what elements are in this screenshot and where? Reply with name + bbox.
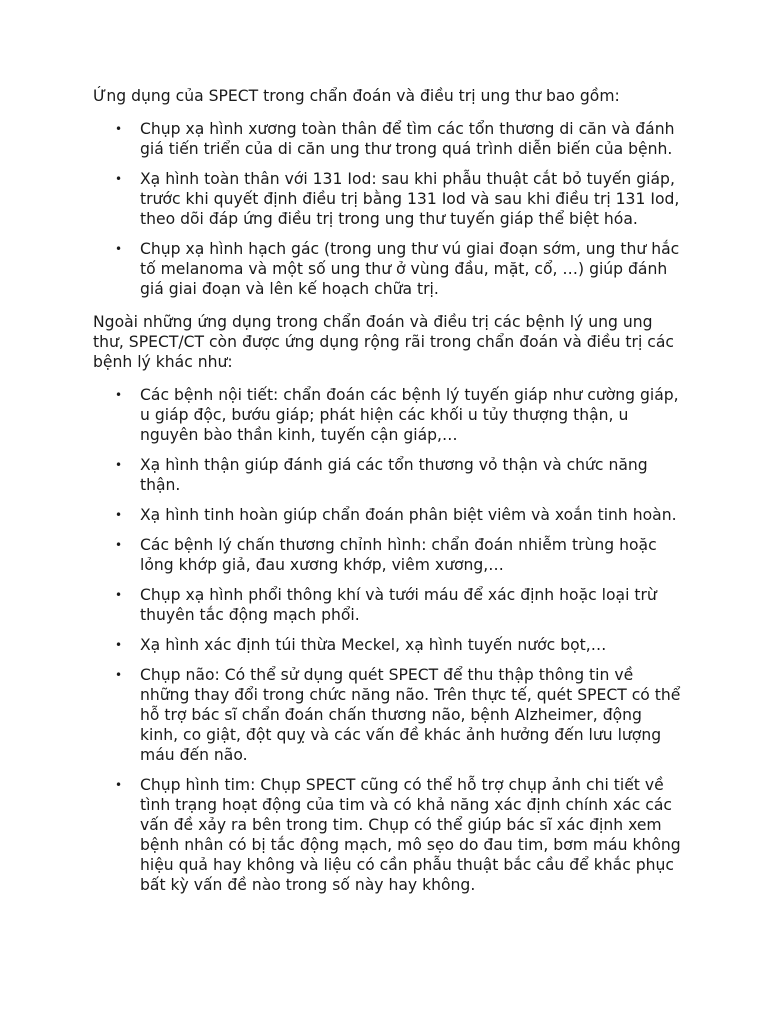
bullet-icon: • [115, 778, 123, 792]
list-item [93, 775, 683, 895]
document-page [93, 86, 683, 908]
list-item-text: Xạ hình thận giúp đánh giá các tổn thương vỏ thận và chức năng thận. [140, 456, 648, 494]
intro-paragraph-1: Ứng dụng của SPECT trong chẩn đoán và điều trị ung thư bao gồm: [93, 87, 620, 105]
bullet-icon: • [115, 242, 123, 256]
bullet-icon: • [115, 458, 123, 472]
bullet-icon: • [115, 172, 123, 186]
list-item [93, 385, 683, 445]
list-item [93, 169, 683, 229]
bullet-icon: • [115, 508, 123, 522]
bullet-list-other-applications [93, 385, 683, 895]
list-item [93, 635, 683, 655]
list-item-text: Xạ hình xác định túi thừa Meckel, xạ hình tuyến nước bọt,… [140, 636, 607, 654]
list-item [93, 455, 683, 495]
bullet-icon: • [115, 588, 123, 602]
list-item-text: Chụp hình tim: Chụp SPECT cũng có thể hỗ trợ chụp ảnh chi tiết về tình trạng hoạt động của tim và có khả năng xác định chính xác các vấn đề xảy ra bên trong tim. Chụp có thể giúp bác sĩ xác định xem bệnh nhân có bị tắc động mạch, mô sẹo do đau tim, bơm máu không hiệu quả hay không và liệu có cần phẫu thuật bắc cầu để khắc phục bất kỳ vấn đề nào trong số này hay không. [140, 776, 681, 894]
list-item-text: Chụp xạ hình hạch gác (trong ung thư vú giai đoạn sớm, ung thư hắc tố melanoma và một số ung thư ở vùng đầu, mặt, cổ, …) giúp đánh giá giai đoạn và lên kế hoạch chữa trị. [140, 240, 680, 298]
bullet-icon: • [115, 388, 123, 402]
list-item-text: Chụp xạ hình phổi thông khí và tưới máu để xác định hoặc loại trừ thuyên tắc động mạch phổi. [140, 586, 657, 624]
list-item [93, 505, 683, 525]
list-item [93, 535, 683, 575]
bullet-list-cancer-applications [93, 119, 683, 299]
bullet-icon: • [115, 538, 123, 552]
list-item-text: Chụp não: Có thể sử dụng quét SPECT để thu thập thông tin về những thay đổi trong chức năng não. Trên thực tế, quét SPECT có thể hỗ trợ bác sĩ chẩn đoán chấn thương não, bệnh Alzheimer, động kinh, co giật, đột quỵ và các vấn đề khác ảnh hưởng đến lưu lượng máu đến não. [140, 666, 681, 764]
list-item [93, 119, 683, 159]
list-item-text: Xạ hình tinh hoàn giúp chẩn đoán phân biệt viêm và xoắn tinh hoàn. [140, 506, 677, 524]
list-item-text: Các bệnh nội tiết: chẩn đoán các bệnh lý tuyến giáp như cường giáp, u giáp độc, bướu giáp; phát hiện các khối u tủy thượng thận, u nguyên bào thần kinh, tuyến cận giáp,… [140, 386, 679, 444]
intro-paragraph-2: Ngoài những ứng dụng trong chẩn đoán và điều trị các bệnh lý ung ung thư, SPECT/CT còn được ứng dụng rộng rãi trong chẩn đoán và điều trị các bệnh lý khác như: [93, 313, 674, 371]
list-item [93, 665, 683, 765]
list-item-text: Chụp xạ hình xương toàn thân để tìm các tổn thương di căn và đánh giá tiến triển của di căn ung thư trong quá trình diễn biến của bệnh. [140, 120, 675, 158]
bullet-icon: • [115, 122, 123, 136]
bullet-icon: • [115, 668, 123, 682]
list-item [93, 239, 683, 299]
bullet-icon: • [115, 638, 123, 652]
list-item-text: Các bệnh lý chấn thương chỉnh hình: chẩn đoán nhiễm trùng hoặc lỏng khớp giả, đau xương khớp, viêm xương,… [140, 536, 657, 574]
list-item-text: Xạ hình toàn thân với 131 Iod: sau khi phẫu thuật cắt bỏ tuyến giáp, trước khi quyết định điều trị bằng 131 Iod và sau khi điều trị 131 Iod, theo dõi đáp ứng điều trị trong ung thư tuyến giáp thể biệt hóa. [140, 170, 680, 228]
list-item [93, 585, 683, 625]
